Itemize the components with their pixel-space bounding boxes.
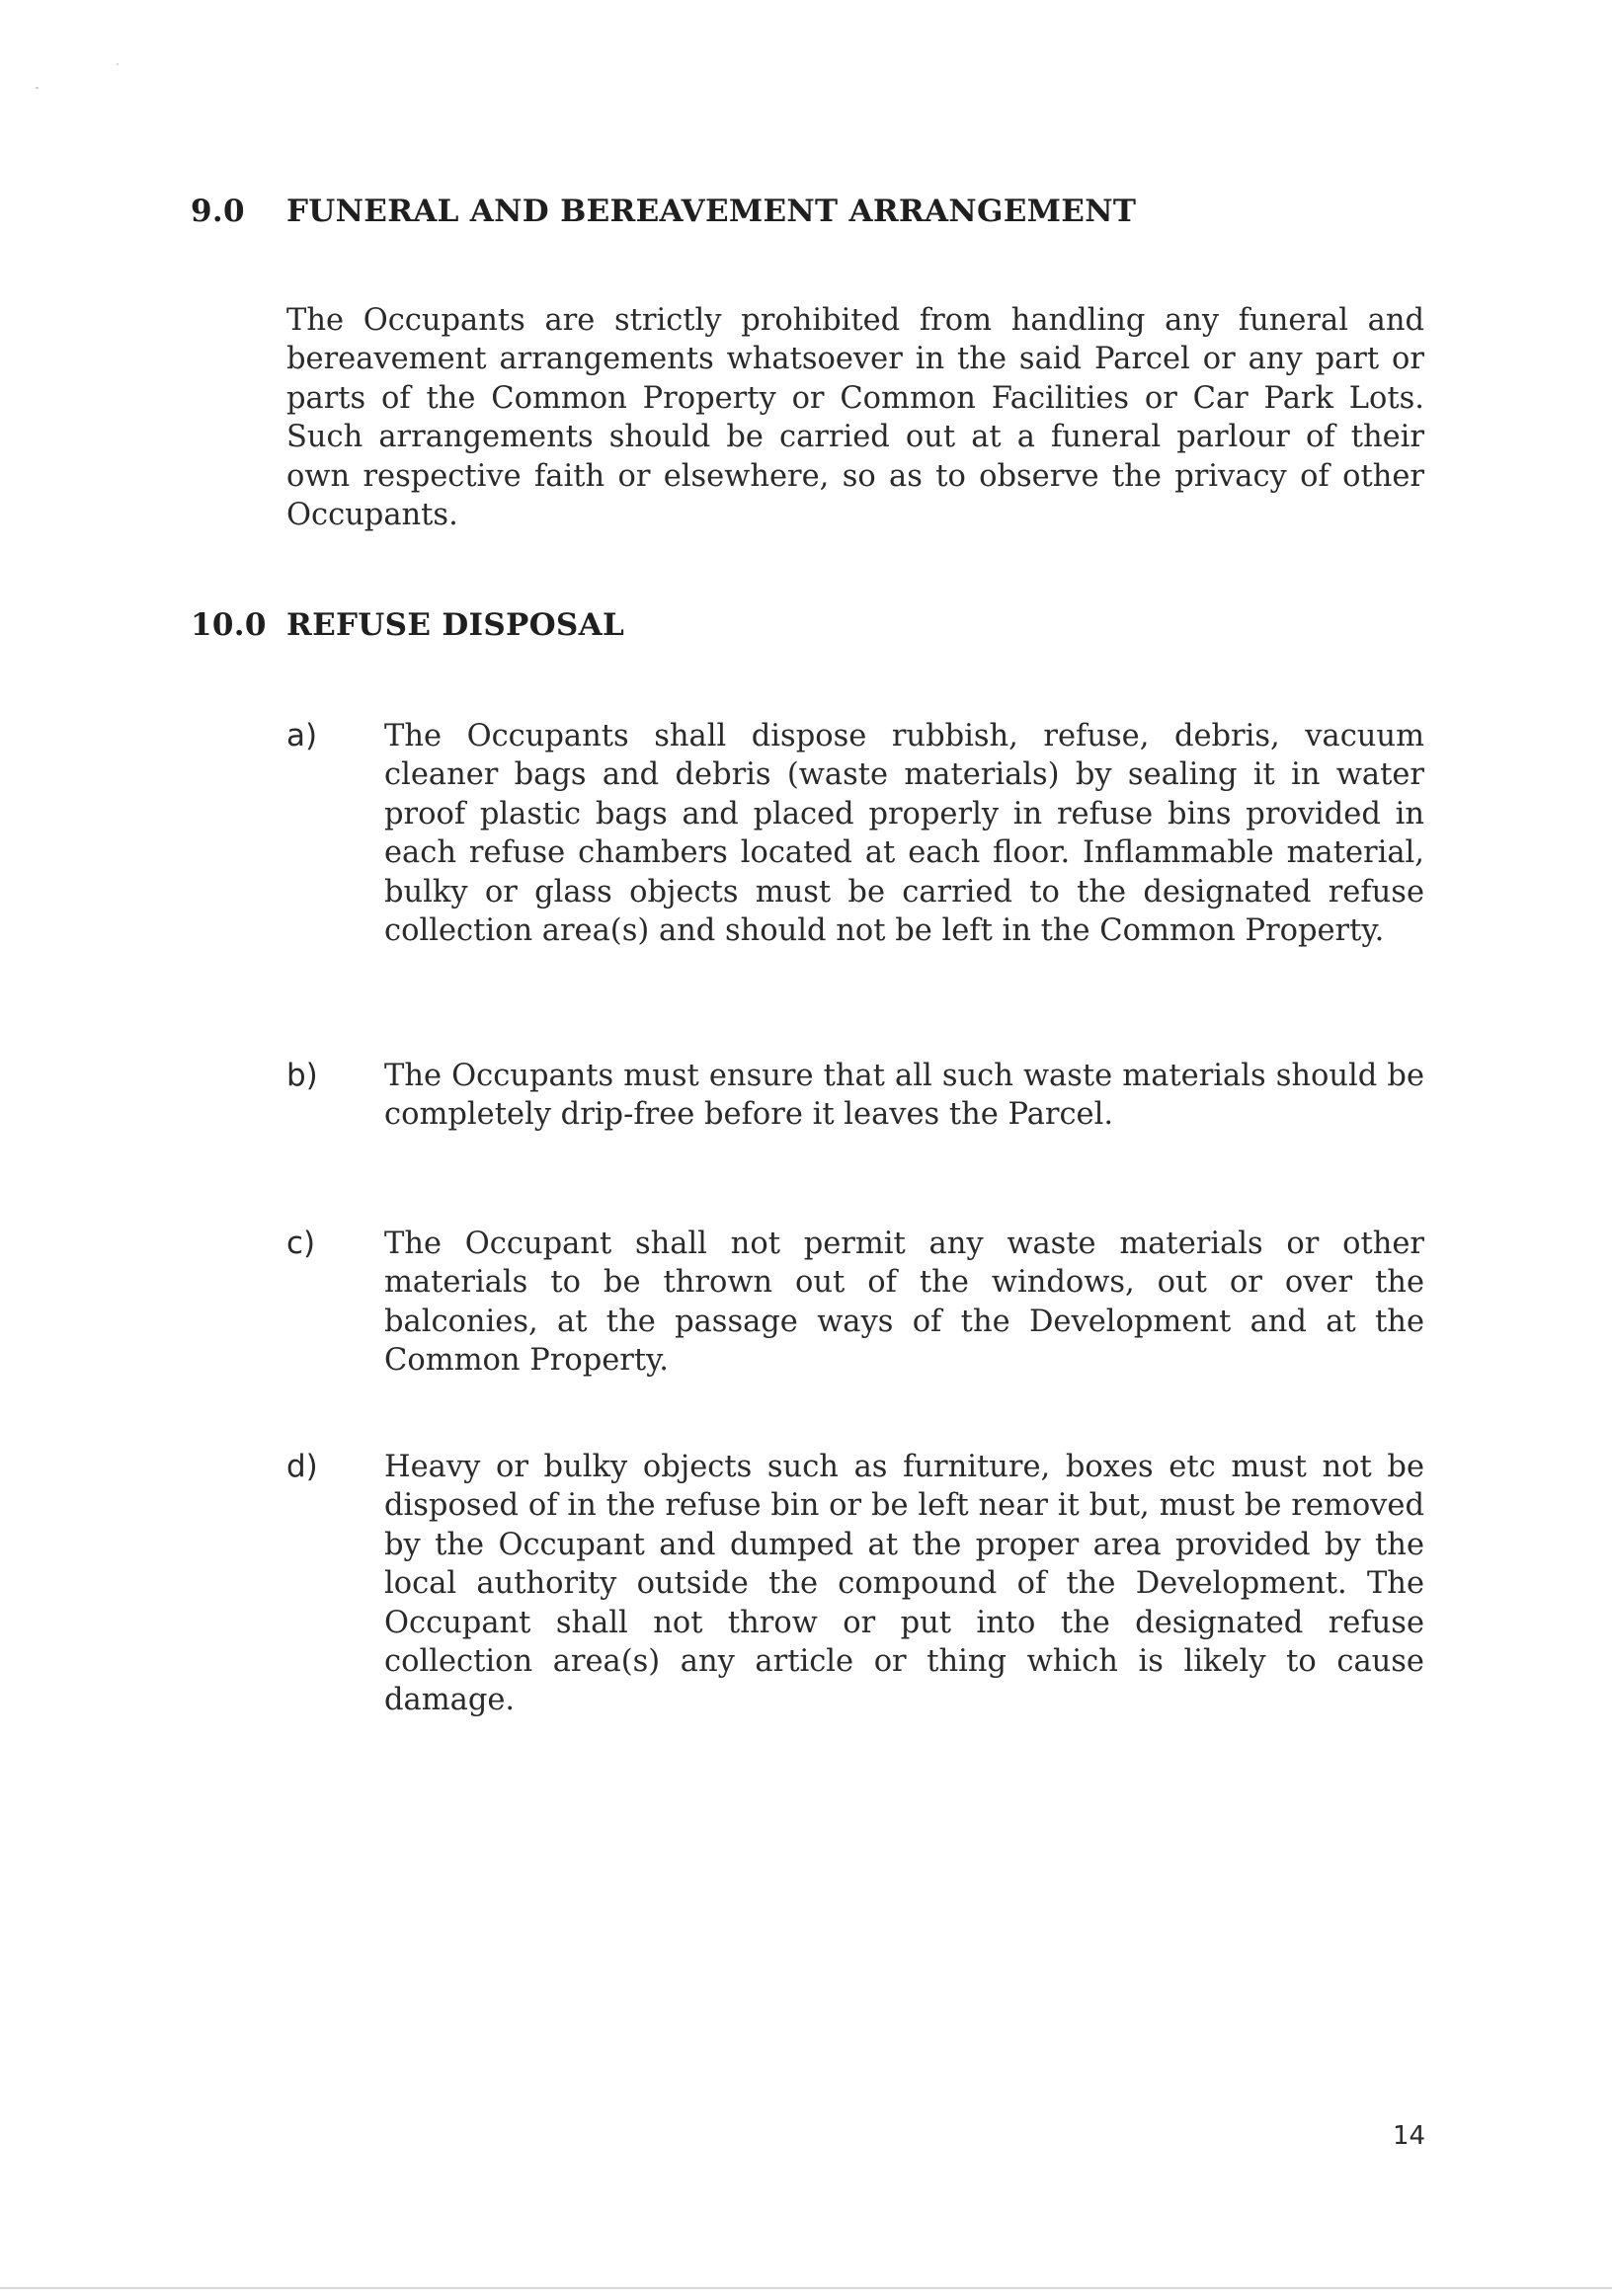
list-item-label-d: d) (286, 1449, 318, 1484)
list-item-text-c: The Occupant shall not permit any waste materials or other materials to be thrown out of the windows, out or over the balconies, at the passage ways of the Development and at the Common Property. (384, 1227, 1424, 1379)
section-number: 9.0 (191, 194, 245, 229)
scan-edge-line (0, 2287, 1612, 2289)
list-item-text-b: The Occupants must ensure that all such waste materials should be completely drip-free before it leaves the Parcel. (384, 1059, 1424, 1133)
list-item-text-a: The Occupants shall dispose rubbish, refuse, debris, vacuum cleaner bags and debris (waste materials) by sealing it in water proof plastic bags and placed properly in refuse bins provided in each refuse chambers located at each floor. Inflammable material, bulky or glass objects must be carried to the designated refuse collection area(s) and should not be left in the Common Property. (384, 719, 1424, 949)
section-paragraph: The Occupants are strictly prohibited from handling any funeral and bereavement arrangements whatsoever in the said Parcel or any part or parts of the Common Property or Common Facilities or Car Park Lots. Such arrangements should be carried out at a funeral parlour of their own respective faith or elsewhere, so as to observe the privacy of other Occupants. (286, 303, 1424, 533)
scan-speck (117, 63, 119, 65)
section-title: REFUSE DISPOSAL (286, 607, 625, 643)
page-number: 14 (1393, 2121, 1426, 2151)
list-item-label-b: b) (286, 1058, 318, 1093)
scan-speck (36, 87, 39, 89)
list-item-label-c: c) (286, 1226, 316, 1261)
section-number: 10.0 (191, 607, 267, 643)
list-item-label-a: a) (286, 718, 318, 753)
section-title: FUNERAL AND BEREAVEMENT ARRANGEMENT (286, 194, 1137, 229)
list-item-text-d: Heavy or bulky objects such as furniture, boxes etc must not be disposed of in the refuse bin or be left near it but, must be removed by the Occupant and dumped at the proper area provided by the local authority outside the compound of the Development. The Occupant shall not throw or put into the designated refuse collection area(s) any article or thing which is likely to cause damage. (384, 1450, 1424, 1718)
